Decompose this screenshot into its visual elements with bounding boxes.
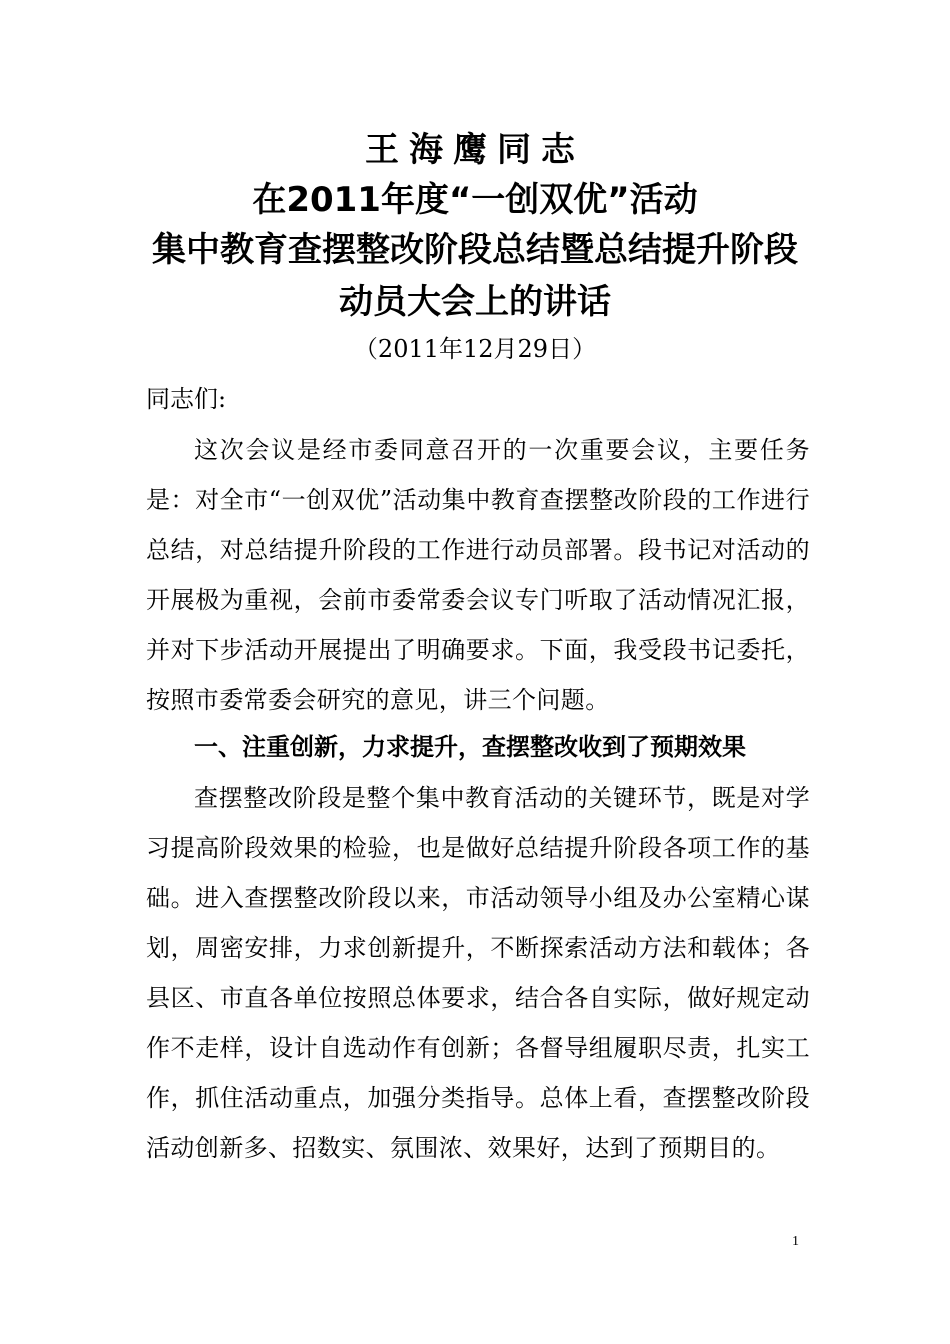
salutation: 同志们: <box>146 385 227 413</box>
speech-title-line: 动员大会上的讲话 <box>339 282 611 322</box>
speaker-title: 王海鹰同志 <box>365 130 585 170</box>
speech-date: （2011年12月29日） <box>353 335 597 363</box>
section-heading-1: 一、注重创新，力求提升，查摆整改收到了预期效果 <box>194 733 746 761</box>
intro-paragraph: 这次会议是经市委同意召开的一次重要会议，主要任务是：对全市“一创双优”活动集中教育查摆整改阶段的工作进行总结，对总结提升阶段的工作进行动员部署。段书记对活动的开展极为重视，会前市委常委会议专门听取了活动情况汇报，并对下步活动开展提出了明确要求。下面，我受段书记委托，按照市委常委会研究的意见，讲三个问题。 <box>146 436 810 714</box>
stage-title-line: 集中教育查摆整改阶段总结暨总结提升阶段 <box>152 230 798 270</box>
section-1-paragraph: 查摆整改阶段是整个集中教育活动的关键环节，既是对学习提高阶段效果的检验，也是做好总结提升阶段各项工作的基础。进入查摆整改阶段以来，市活动领导小组及办公室精心谋划，周密安排，力求创新提升，不断探索活动方法和载体；各县区、市直各单位按照总体要求，结合各自实际，做好规定动作不走样，设计自选动作有创新；各督导组履职尽责，扎实工作，抓住活动重点，加强分类指导。总体上看，查摆整改阶段活动创新多、招数实、氛围浓、效果好，达到了预期目的。 <box>146 784 810 1162</box>
event-title-line: 在2011年度“一创双优”活动 <box>252 180 698 220</box>
page-number: 1 <box>792 1234 799 1249</box>
